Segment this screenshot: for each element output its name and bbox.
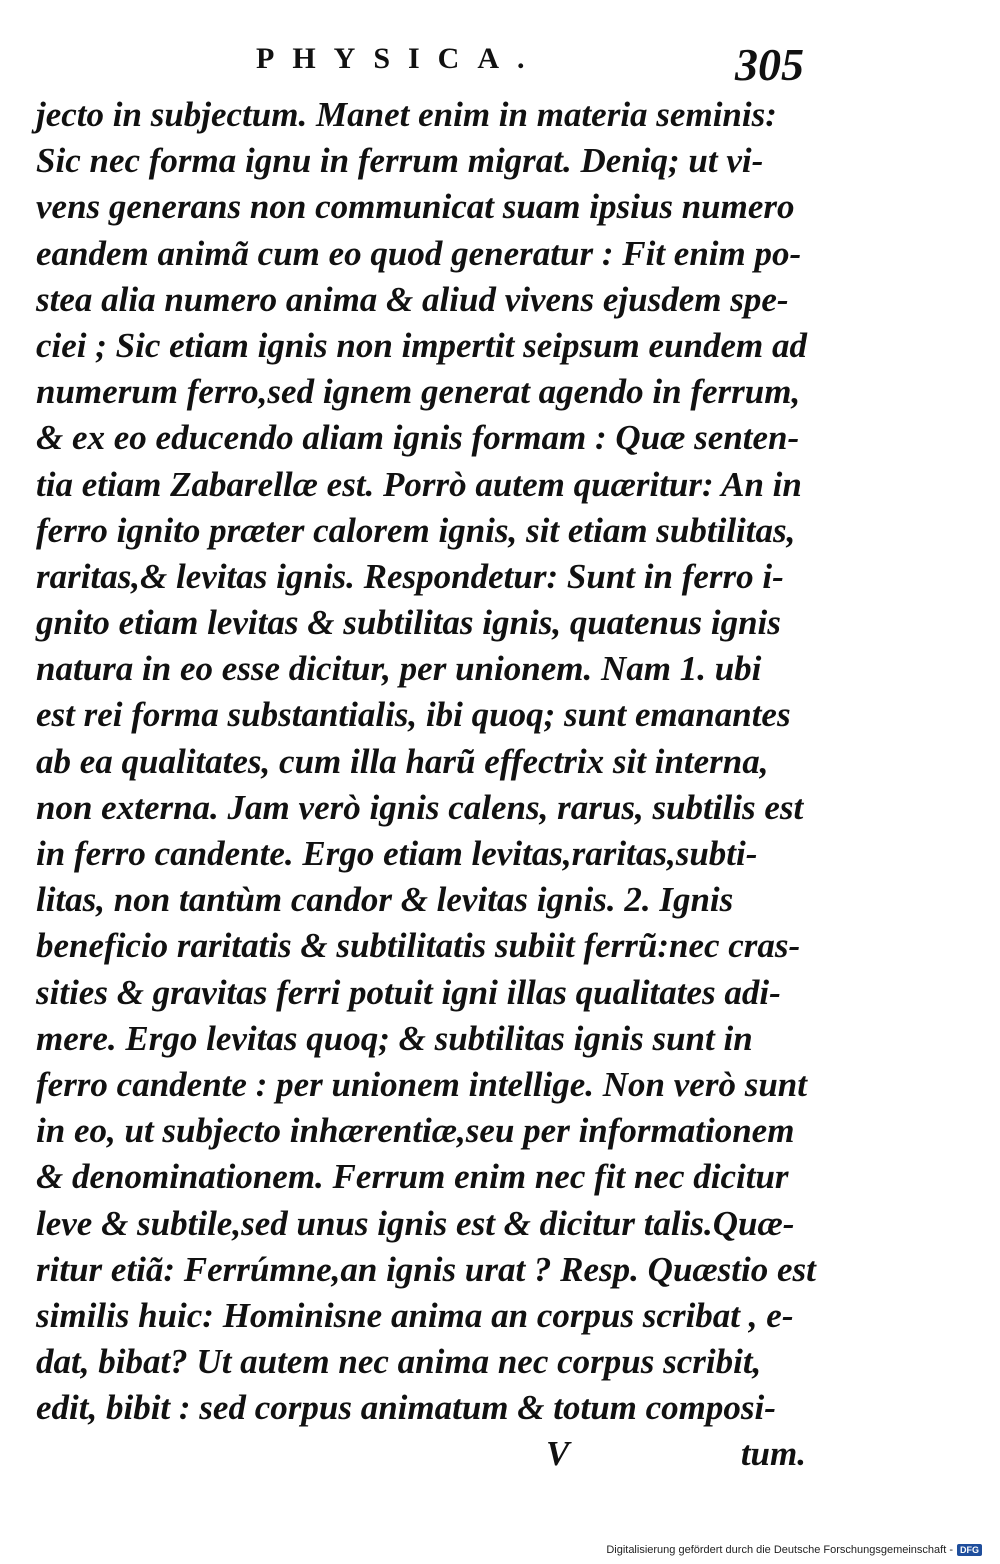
page-number: 305 [735, 39, 804, 90]
text-line: numerum ferro,sed ignem generat agendo in ferrum, [36, 372, 801, 412]
text-line: ferro ignito præter calorem ignis, sit etiam subtilitas, [36, 510, 796, 550]
text-line: raritas,& levitas ignis. Respondetur: Sunt in ferro i- [36, 556, 784, 596]
text-line: & denominationem. Ferrum enim nec fit nec dicitur [36, 1157, 789, 1197]
text-line: beneficio raritatis & subtilitatis subiit ferrũ:nec cras- [36, 926, 801, 966]
page-header [250, 38, 810, 98]
digitization-footer [606, 1544, 982, 1556]
dfg-logo-icon: DFG [957, 1544, 982, 1556]
text-line: ab ea qualitates, cum illa harũ effectrix sit interna, [36, 741, 769, 781]
footer-text: Digitalisierung gefördert durch die Deutsche Forschungsgemeinschaft - [606, 1544, 953, 1556]
text-line: non externa. Jam verò ignis calens, rarus, subtilis est [36, 787, 804, 827]
text-line: vens generans non communicat suam ipsius numero [36, 187, 795, 227]
text-line: ritur etiã: Ferrúmne,an ignis urat ? Resp. Quæstio est [36, 1249, 816, 1289]
text-line: jecto in subjectum. Manet enim in materia seminis: [36, 95, 777, 134]
catchword: tum. [740, 1434, 806, 1473]
text-line: est rei forma substantialis, ibi quoq; sunt emanantes [36, 695, 791, 735]
running-head: PHYSICA. [256, 42, 543, 75]
text-line: edit, bibit : sed corpus animatum & totum composi- [36, 1388, 776, 1428]
text-line: gnito etiam levitas & subtilitas ignis, quatenus ignis [36, 603, 781, 643]
text-line: eandem animã cum eo quod generatur : Fit enim po- [36, 233, 802, 273]
body-text [36, 92, 816, 1431]
text-line: Sic nec forma ignu in ferrum migrat. Deniq; ut vi- [36, 141, 764, 181]
text-line: dat, bibat? Ut autem nec anima nec corpus scribit, [36, 1342, 762, 1382]
text-line: in eo, ut subjecto inhærentiæ,seu per informationem [36, 1111, 795, 1151]
text-line: sities & gravitas ferri potuit igni illas qualitates adi- [36, 972, 781, 1012]
text-line: mere. Ergo levitas quoq; & subtilitas ignis sunt in [36, 1018, 753, 1058]
text-line: tia etiam Zabarellæ est. Porrò autem quæritur: An in [36, 464, 802, 504]
text-line: leve & subtile,sed unus ignis est & dicitur talis.Quæ- [36, 1203, 795, 1243]
text-line: natura in eo esse dicitur, per unionem. Nam 1. ubi [36, 649, 762, 689]
text-line: & ex eo educendo aliam ignis formam : Quæ senten- [36, 418, 800, 458]
text-line: in ferro candente. Ergo etiam levitas,raritas,subti- [36, 834, 758, 873]
catchword-row [36, 1434, 806, 1484]
text-line: stea alia numero anima & aliud vivens ejusdem spe- [36, 279, 789, 319]
text-line: similis huic: Hominisne anima an corpus scribat , e- [36, 1295, 794, 1335]
text-line: litas, non tantùm candor & levitas ignis. 2. Ignis [36, 880, 734, 920]
text-line: ciei ; Sic etiam ignis non impertit seipsum eundem ad [36, 325, 808, 365]
signature-mark: V [546, 1434, 570, 1473]
text-line: ferro candente : per unionem intellige. Non verò sunt [36, 1064, 807, 1104]
